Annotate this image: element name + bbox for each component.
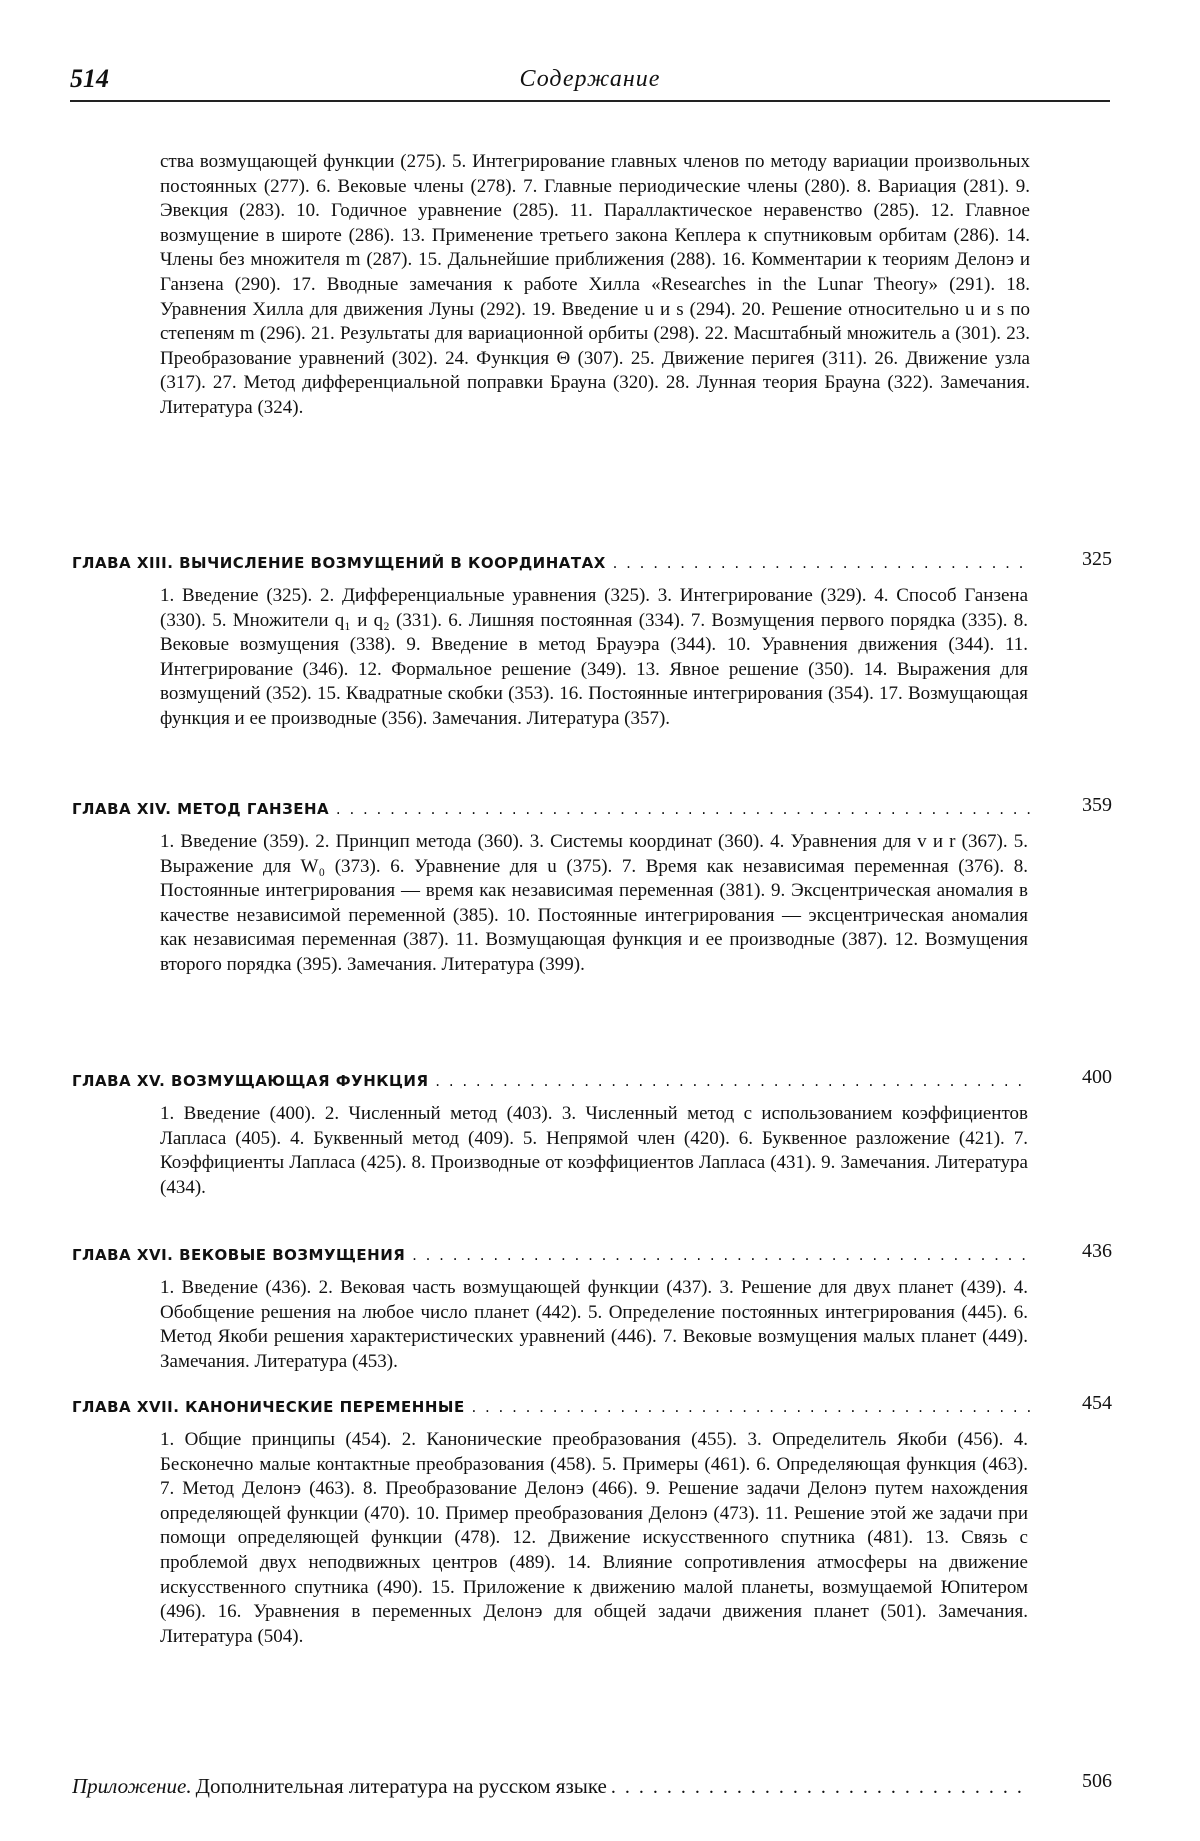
- chapter-contents: 1. Введение (436). 2. Вековая часть возмущающей функции (437). 3. Решение для двух планет (439). 4. Обобщение решения на любое число планет (442). 5. Определение постоянных интегрирования (445). 6. Метод Якоби решения характеристических уравнений (446). 7. Вековые возмущения малых планет (449). Замечания. Литература (453).: [160, 1277, 1028, 1372]
- chapter-page: 436: [1082, 1240, 1112, 1262]
- appendix-label: Приложение.: [72, 1774, 192, 1798]
- chapter-title: ГЛАВА XVI. ВЕКОВЫЕ ВОЗМУЩЕНИЯ . . .: [72, 1246, 1032, 1264]
- chapter-heading: [72, 1240, 1112, 1276]
- page-number: 514: [70, 64, 109, 93]
- page-header: [70, 64, 1110, 102]
- chapter-heading: [72, 1066, 1112, 1102]
- chapter-title: ГЛАВА XIII. ВЫЧИСЛЕНИЕ ВОЗМУЩЕНИЙ В КООРДИНАТАХ . . .: [72, 554, 1032, 572]
- chapter-page: 400: [1082, 1066, 1112, 1088]
- chapter-contents: 1. Общие принципы (454). 2. Канонические преобразования (455). 3. Определитель Якоби (456). 4. Бесконечно малые контактные преобразования (458). 5. Примеры (461). 6. Определяющая функция (463). 7. Метод Делонэ (463). 8. Преобразование Делонэ (466). 9. Решение задачи Делонэ путем нахождения определяющей функции (470). 10. Пример преобразования Делонэ (473). 11. Решение этой же задачи при помощи определяющей функции (478). 12. Движение искусственного спутника (481). 13. Связь с проблемой двух неподвижных центров (489). 14. Влияние сопротивления атмосферы на движение искусственного спутника (490). 15. Приложение к движению малой планеты, возмущаемой Юпитером (496). 16. Уравнения в переменных Делонэ для общей задачи движения планет (501). Замечания. Литература (504).: [160, 1429, 1028, 1647]
- appendix-page: 506: [1082, 1770, 1112, 1792]
- chapter-heading: [72, 548, 1112, 584]
- chapter-page: 325: [1082, 548, 1112, 570]
- chapter-15: [72, 1066, 1112, 1200]
- chapter-heading: [72, 1392, 1112, 1428]
- chapter-title: ГЛАВА XIV. МЕТОД ГАНЗЕНА . . .: [72, 800, 1032, 818]
- chapter-17: [72, 1392, 1112, 1649]
- chapter-page: 359: [1082, 794, 1112, 816]
- appendix-entry: [72, 1770, 1112, 1804]
- chapter-16: [72, 1240, 1112, 1374]
- chapter-heading: [72, 794, 1112, 830]
- chapter-title: ГЛАВА XVII. КАНОНИЧЕСКИЕ ПЕРЕМЕННЫЕ . . .: [72, 1398, 1032, 1416]
- chapter-page: 454: [1082, 1392, 1112, 1414]
- chapter-contents: 1. Введение (400). 2. Численный метод (403). 3. Численный метод с использованием коэффициентов Лапласа (405). 4. Буквенный метод (409). 5. Непрямой член (420). 6. Буквенное разложение (421). 7. Коэффициенты Лапласа (425). 8. Производные от коэффициентов Лапласа (431). 9. Замечания. Литература (434).: [160, 1103, 1028, 1198]
- chapter-title: ГЛАВА XV. ВОЗМУЩАЮЩАЯ ФУНКЦИЯ . . .: [72, 1072, 1032, 1090]
- chapter-contents: 1. Введение (359). 2. Принцип метода (360). 3. Системы координат (360). 4. Уравнения для v и r (367). 5. Выражение для W₀ (373). 6. Уравнение для u (375). 7. Время как независимая переменная (376). 8. Постоянные интегрирования — время как независимая переменная (381). 9. Эксцентрическая аномалия в качестве независимой переменной (385). 10. Постоянные интегрирования — эксцентрическая аномалия как независимая переменная (387). 11. Возмущающая функция и ее производные (387). 12. Возмущения второго порядка (395). Замечания. Литература (399).: [160, 831, 1028, 975]
- intro-continuation-text: ства возмущающей функции (275). 5. Интегрирование главных членов по методу вариации произвольных постоянных (277). 6. Вековые члены (278). 7. Главные периодические члены (280). 8. Вариация (281). 9. Эвекция (283). 10. Годичное уравнение (285). 11. Параллактическое неравенство (285). 12. Главное возмущение в широте (286). 13. Применение третьего закона Кеплера к спутниковым орбитам (286). 14. Члены без множителя m (287). 15. Дальнейшие приближения (288). 16. Комментарии к теориям Делонэ и Ганзена (290). 17. Вводные замечания к работе Хилла «Researches in the Lunar Theory» (291). 18. Уравнения Хилла для движения Луны (292). 19. Введение u и s (294). 20. Решение относительно u и s по степеням m (296). 21. Результаты для вариационной орбиты (298). 22. Масштабный множитель a (301). 23. Преобразование уравнений (302). 24. Функция Θ (307). 25. Движение перигея (311). 26. Движение узла (317). 27. Метод дифференциальной поправки Брауна (320). 28. Лунная теория Брауна (322). Замечания. Литература (324).: [160, 151, 1030, 418]
- chapter-14: [72, 794, 1112, 978]
- appendix-text: Дополнительная литература на русском языке: [195, 1774, 607, 1798]
- chapter-contents: 1. Введение (325). 2. Дифференциальные уравнения (325). 3. Интегрирование (329). 4. Способ Ганзена (330). 5. Множители q₁ и q₂ (331). 6. Лишняя постоянная (334). 7. Возмущения первого порядка (335). 8. Вековые возмущения (338). 9. Введение в метод Брауэра (344). 10. Уравнения движения (344). 11. Интегрирование (346). 12. Формальное решение (349). 13. Явное решение (350). 14. Выражения для возмущений (352). 15. Квадратные скобки (353). 16. Постоянные интегрирования (354). 17. Возмущающая функция и ее производные (356). Замечания. Литература (357).: [160, 585, 1028, 729]
- appendix-line: [72, 1774, 1032, 1799]
- running-title: Содержание: [519, 66, 661, 92]
- chapter-13: [72, 548, 1112, 732]
